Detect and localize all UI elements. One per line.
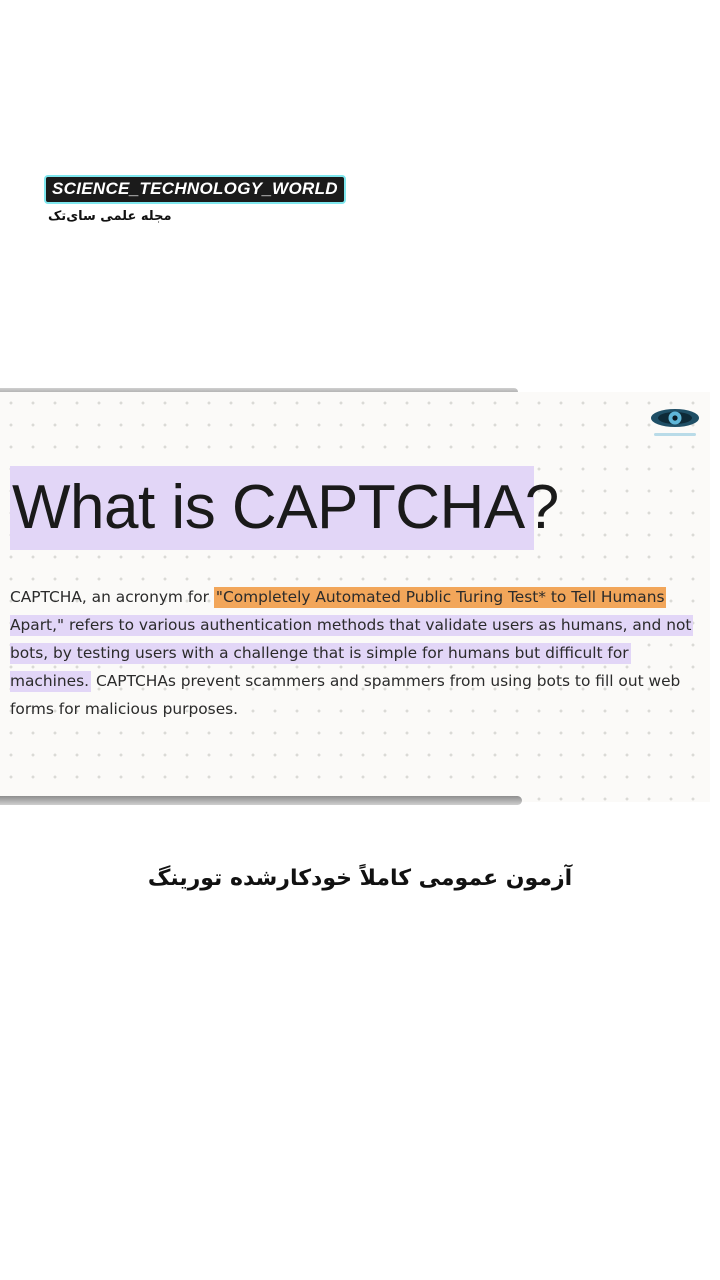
body-line-2-text: Apart," refers to various authentication methods that validate users as humans, and not bbox=[10, 616, 692, 634]
body-line-1-text: CAPTCHA, an acronym for bbox=[10, 588, 214, 606]
caption: آزمون عمومی کاملاً خودکارشده تورینگ bbox=[147, 866, 573, 891]
watermark bbox=[44, 175, 346, 224]
article-title-text: What is CAPTCHA? bbox=[12, 473, 559, 542]
channel-handle-badge: SCIENCE_TECHNOLOGY_WORLD bbox=[44, 175, 346, 204]
body-line-4 bbox=[10, 667, 710, 695]
channel-subtitle: مجله علمی سای‌تک bbox=[48, 209, 172, 224]
article-title bbox=[10, 466, 559, 550]
eye-icon bbox=[648, 404, 702, 444]
article-body bbox=[10, 583, 710, 723]
body-line-2 bbox=[10, 611, 710, 639]
acronym-highlight: "Completely Automated Public Turing Test* to Tell Humans bbox=[215, 588, 665, 606]
body-line-5-text: forms for malicious purposes. bbox=[10, 700, 239, 718]
body-line-4-highlight: machines. bbox=[10, 672, 90, 690]
card-bottom-edge bbox=[0, 796, 522, 805]
body-line-5 bbox=[10, 695, 710, 723]
body-line-1 bbox=[10, 583, 710, 611]
body-line-3-text: bots, by testing users with a challenge that is simple for humans but difficult for bbox=[10, 644, 629, 662]
body-line-3 bbox=[10, 639, 710, 667]
body-line-4-text: CAPTCHAs prevent scammers and spammers from using bots to fill out web bbox=[91, 672, 681, 690]
